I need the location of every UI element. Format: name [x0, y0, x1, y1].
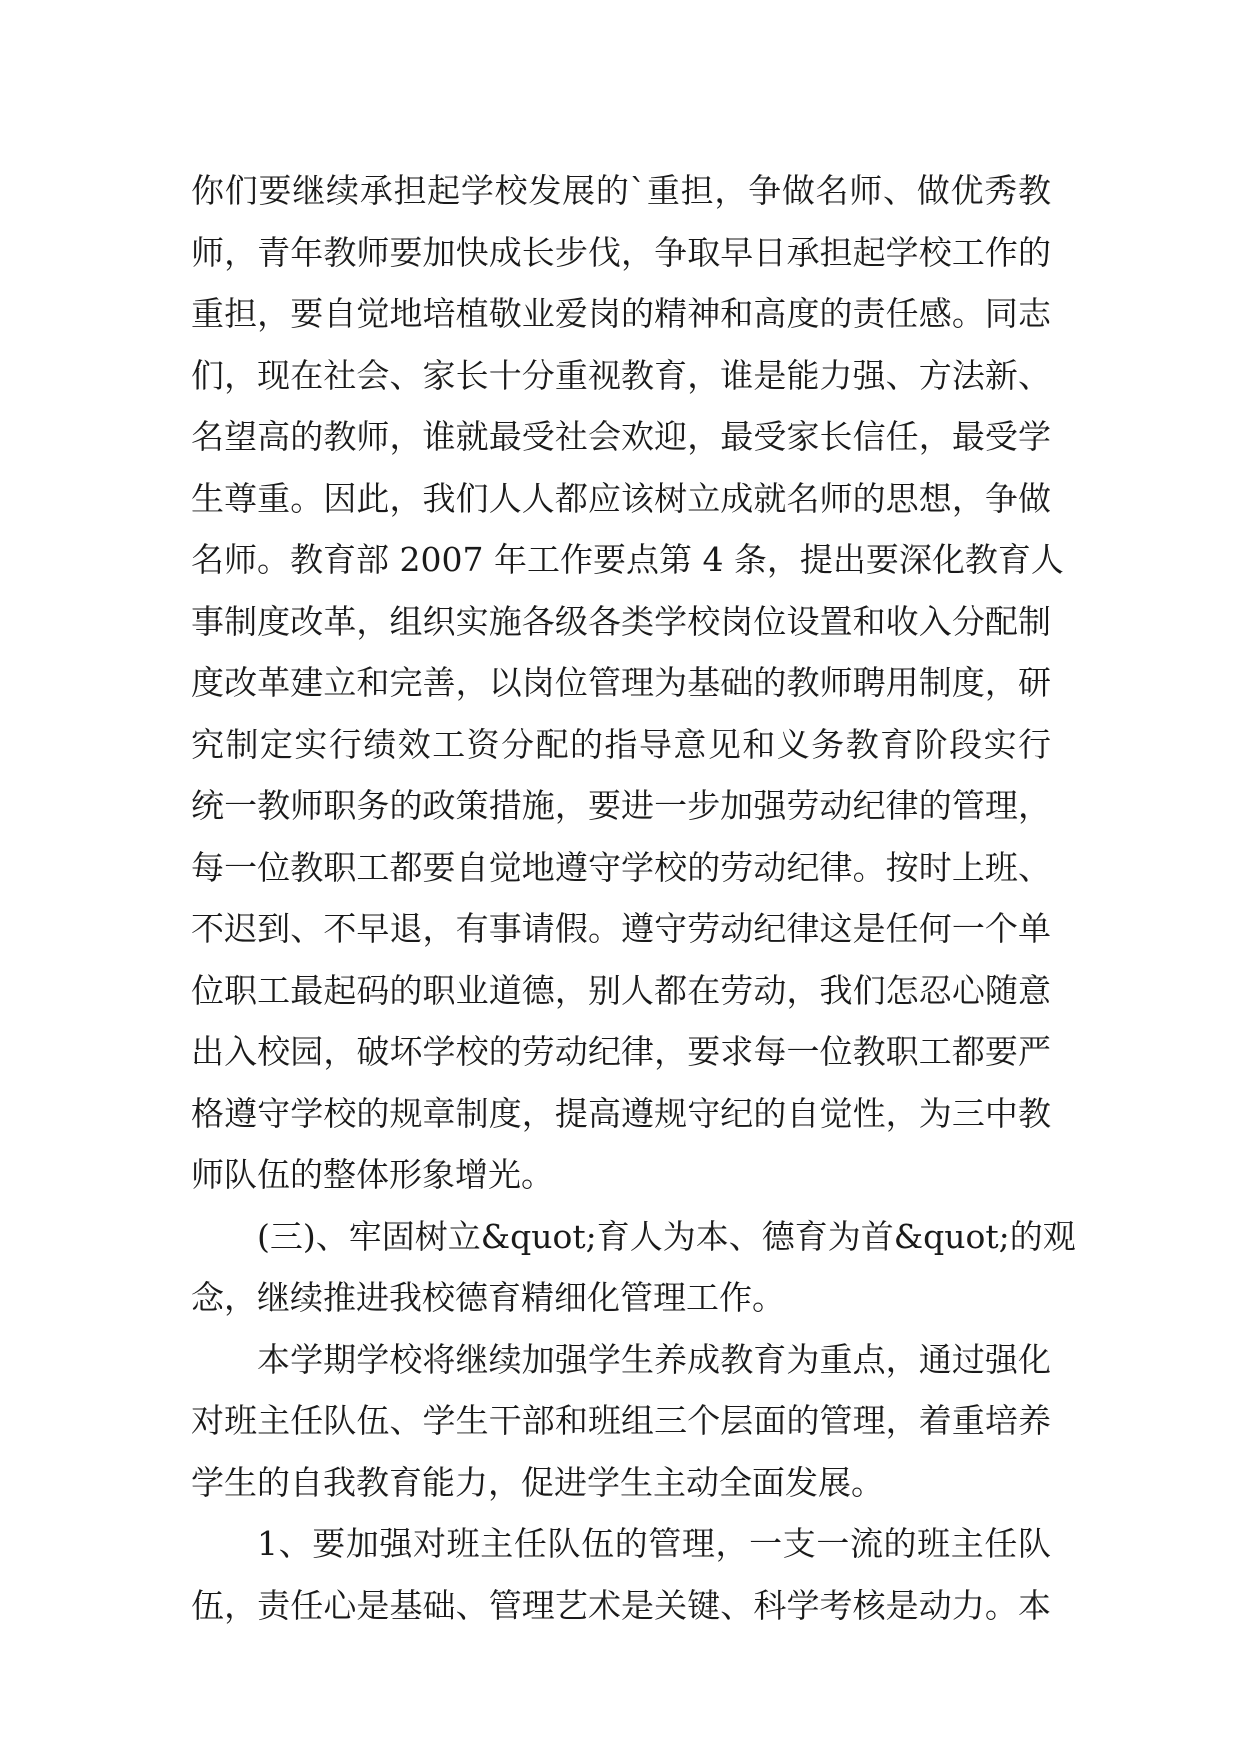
text-line: 伍，责任心是基础、管理艺术是关键、科学考核是动力。本	[191, 1585, 1051, 1625]
text-line: 学生的自我教育能力，促进学生主动全面发展。	[191, 1462, 884, 1502]
text-line: 师，青年教师要加快成长步伐，争取早日承担起学校工作的	[191, 232, 1051, 272]
text-line: 位职工最起码的职业道德，别人都在劳动，我们怎忍心随意	[191, 970, 1051, 1010]
text-line: 对班主任队伍、学生干部和班组三个层面的管理，着重培养	[191, 1401, 1051, 1440]
section-heading-line: (三)、牢固树立&quot;育人为本、德育为首&quot;的观	[257, 1216, 1076, 1256]
document-body	[191, 160, 1076, 1636]
text-line: 名望高的教师，谁就最受社会欢迎，最受家长信任，最受学	[191, 417, 1051, 456]
text-line: 统一教师职务的政策措施，要进一步加强劳动纪律的管理，	[191, 786, 1051, 825]
text-line: 名师。教育部 2007 年工作要点第 4 条，提出要深化教育人	[191, 540, 1064, 579]
text-line: 事制度改革，组织实施各级各类学校岗位设置和收入分配制	[191, 601, 1051, 641]
text-line: 师队伍的整体形象增光。	[191, 1155, 554, 1194]
text-line: 格遵守学校的规章制度，提高遵规守纪的自觉性，为三中教	[191, 1093, 1051, 1133]
text-line: 们，现在社会、家长十分重视教育，谁是能力强、方法新、	[191, 355, 1051, 395]
text-line: 每一位教职工都要自觉地遵守学校的劳动纪律。按时上班、	[191, 847, 1051, 887]
text-line: 不迟到、不早退，有事请假。遵守劳动纪律这是任何一个单	[191, 909, 1051, 948]
text-line: 究制定实行绩效工资分配的指导意见和义务教育阶段实行	[191, 724, 1051, 764]
section-heading-line: 念，继续推进我校德育精细化管理工作。	[191, 1278, 785, 1317]
text-line: 生尊重。因此，我们人人都应该树立成就名师的思想，争做	[191, 478, 1051, 518]
text-line: 你们要继续承担起学校发展的`重担，争做名师、做优秀教	[191, 171, 1051, 210]
text-line: 重担，要自觉地培植敬业爱岗的精神和高度的责任感。同志	[191, 294, 1051, 333]
paragraph-first-line: 1、要加强对班主任队伍的管理，一支一流的班主任队	[257, 1524, 1051, 1563]
text-line: 出入校园，破坏学校的劳动纪律，要求每一位教职工都要严	[191, 1032, 1051, 1071]
text-line: 度改革建立和完善，以岗位管理为基础的教师聘用制度，研	[191, 663, 1051, 702]
paragraph-first-line: 本学期学校将继续加强学生养成教育为重点，通过强化	[257, 1339, 1051, 1379]
